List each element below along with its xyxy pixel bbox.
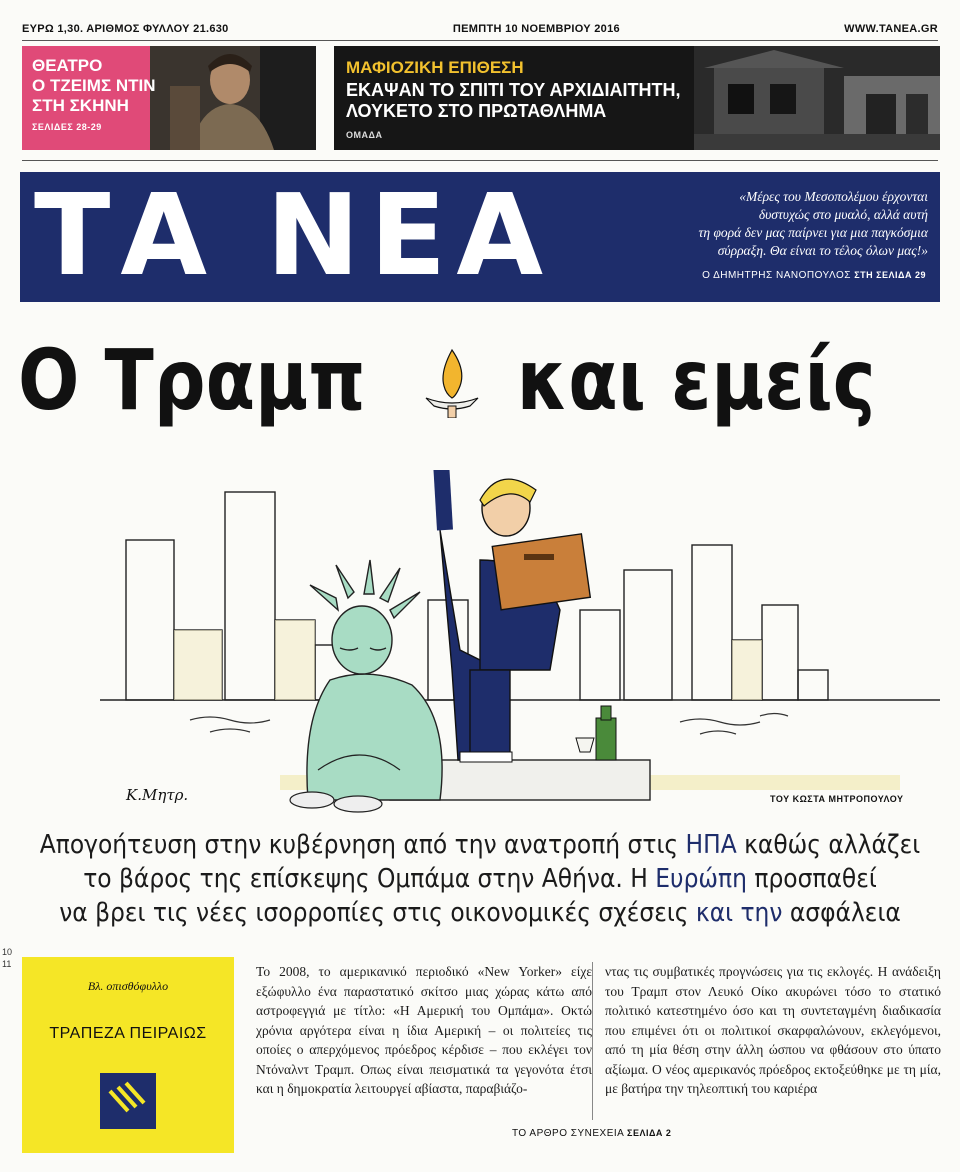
teaser-title-line: ΛΟΥΚΕΤΟ ΣΤΟ ΠΡΩΤΑΘΛΗΜΑ (346, 101, 607, 121)
headline-part2: και εμείς (516, 331, 876, 429)
masthead-quote (560, 188, 928, 260)
teaser-title-line: ΕΚΑΨΑΝ ΤΟ ΣΠΙΤΙ ΤΟΥ ΑΡΧΙΔΙΑΙΤΗΤΗ, (346, 80, 681, 100)
teaser-title (346, 80, 706, 122)
margin-ticks (2, 946, 12, 970)
bank-logo-icon (100, 1073, 156, 1129)
actor-photo (150, 46, 316, 150)
margin-tick: 10 (2, 947, 13, 957)
teaser-title: Ο ΤΖΕΙΜΣ ΝΤΙΝ (32, 76, 156, 95)
torch-flame (420, 346, 484, 418)
subhead-line: το βάρος της επίσκεψης Ομπάμα στην Αθήνα. Η Ευρώπη προσπαθεί (83, 864, 877, 894)
issue-date: ΠΕΜΠΤΗ 10 ΝΟΕΜΒΡΙΟΥ 2016 (452, 23, 620, 35)
cartoonist-signature: Κ.Μητρ. (126, 786, 189, 804)
editorial-cartoon (40, 470, 940, 815)
trump-figure (428, 470, 590, 762)
teaser-kicker: ΜΑΦΙΟΖΙΚΗ ΕΠΙΘΕΣΗ (346, 58, 524, 77)
ad-note: Βλ. οπισθόφυλλο (87, 979, 169, 993)
teaser-pages: ΣΕΛΙΔΕΣ 28-29 (32, 122, 102, 132)
quote-line: σύρραξη. Θα είναι το τέλος όλων μας!» (717, 243, 928, 258)
ad-bank-name: ΤΡΑΠΕΖΑ ΠΕΙΡΑΙΩΣ (49, 1025, 207, 1042)
burned-house-photo (694, 46, 940, 150)
margin-tick: 11 (2, 959, 12, 969)
column-divider (592, 962, 593, 1120)
teaser-sports[interactable] (334, 46, 940, 150)
article-column-2: ντας τις συμβατικές προγνώσεις για τις εκλογές. Η ανάδειξη του Τραμπ στον Λευκό Οίκο ακυρώνει τόσο το στατικό πολιτικό κατεστημένο όσο και τη συντεταγμένη διαδικασία που επιμένει ότι οι πολιτικοί σκαρφαλώνουν, εκλεγόμενοι, από τη μία θέση στην άλλη ώσπου να φθάσουν στο ύπατο αξίωμα. Ο νέος αμερικανός πρόεδρος εκτοξεύθηκε με τη μία, με βατήρα την τηλεοπτική του καριέρα (605, 964, 941, 1096)
article-continuation[interactable] (512, 1128, 671, 1139)
cartoon-credit: ΤΟΥ ΚΩΣΤΑ ΜΗΤΡΟΠΟΥΛΟΥ (770, 794, 904, 804)
newspaper-logo[interactable]: ΤΑ ΝΕΑ (34, 171, 553, 301)
continuation-label: ΤΟ ΑΡΘΡΟ ΣΥΝΕΧΕΙΑ (512, 1128, 624, 1139)
teaser-section: ΟΜΑΔΑ (346, 130, 383, 140)
subheadline (30, 828, 930, 930)
quote-line: «Μέρες του Μεσοπολέμου έρχονται (739, 189, 928, 204)
headline-part1: Ο Τραμπ (18, 331, 366, 429)
quote-author-name: Ο ΔΗΜΗΤΡΗΣ ΝΑΝΟΠΟΥΛΟΣ (702, 270, 851, 281)
divider (22, 160, 938, 161)
masthead (20, 172, 940, 302)
quote-page-ref: ΣΤΗ ΣΕΛΙΔΑ 29 (854, 270, 926, 280)
quote-line: τη φορά δεν μας παίρνει για μια παγκόσμια (698, 225, 928, 240)
quote-line: δυστυχώς στο μυαλό, αλλά αυτή (758, 207, 928, 222)
website-link[interactable]: WWW.TANEA.GR (844, 23, 938, 35)
top-info-bar (22, 20, 938, 38)
main-headline (18, 330, 876, 440)
teaser-kicker: ΘΕΑΤΡΟ (32, 56, 103, 75)
teaser-title: ΣΤΗ ΣΚΗΝΗ (32, 96, 129, 115)
quote-author (702, 270, 926, 281)
subhead-line: να βρει τις νέες ισορροπίες στις οικονομικές σχέσεις και την ασφάλεια (59, 898, 901, 928)
article-column-1: Το 2008, το αμερικανικό περιοδικό «New Yorker» είχε εξώφυλλο ένα παραστατικό σκίτσο μιας χώρας κάτω από αστροφεγγιά με τίτλο: «Η Αμερική του Ομπάμα». Οκτώ χρόνια αργότερα είναι η ίδια Αμερική – οι πολιτείες τις οποίες ο απερχόμενος πρόεδρος κέρδισε – που εκλέγει τον Ντόναλντ Τραμπ. Οπως είναι πεισματικά τα γεγονότα έτσι και η δημοκρατία λειτουργεί αβίαστα, παραβιάζο- (256, 964, 592, 1096)
subhead-line: Απογοήτευση στην κυβέρνηση από την ανατροπή στις ΗΠΑ καθώς αλλάζει (39, 830, 921, 860)
price-issue: ΕΥΡΩ 1,30. ΑΡΙΘΜΟΣ ΦΥΛΛΟΥ 21.630 (22, 23, 229, 35)
divider (22, 40, 938, 41)
teaser-theater[interactable] (22, 46, 316, 150)
continuation-page: ΣΕΛΙΔΑ 2 (627, 1128, 672, 1138)
bank-advertisement[interactable] (22, 957, 234, 1153)
